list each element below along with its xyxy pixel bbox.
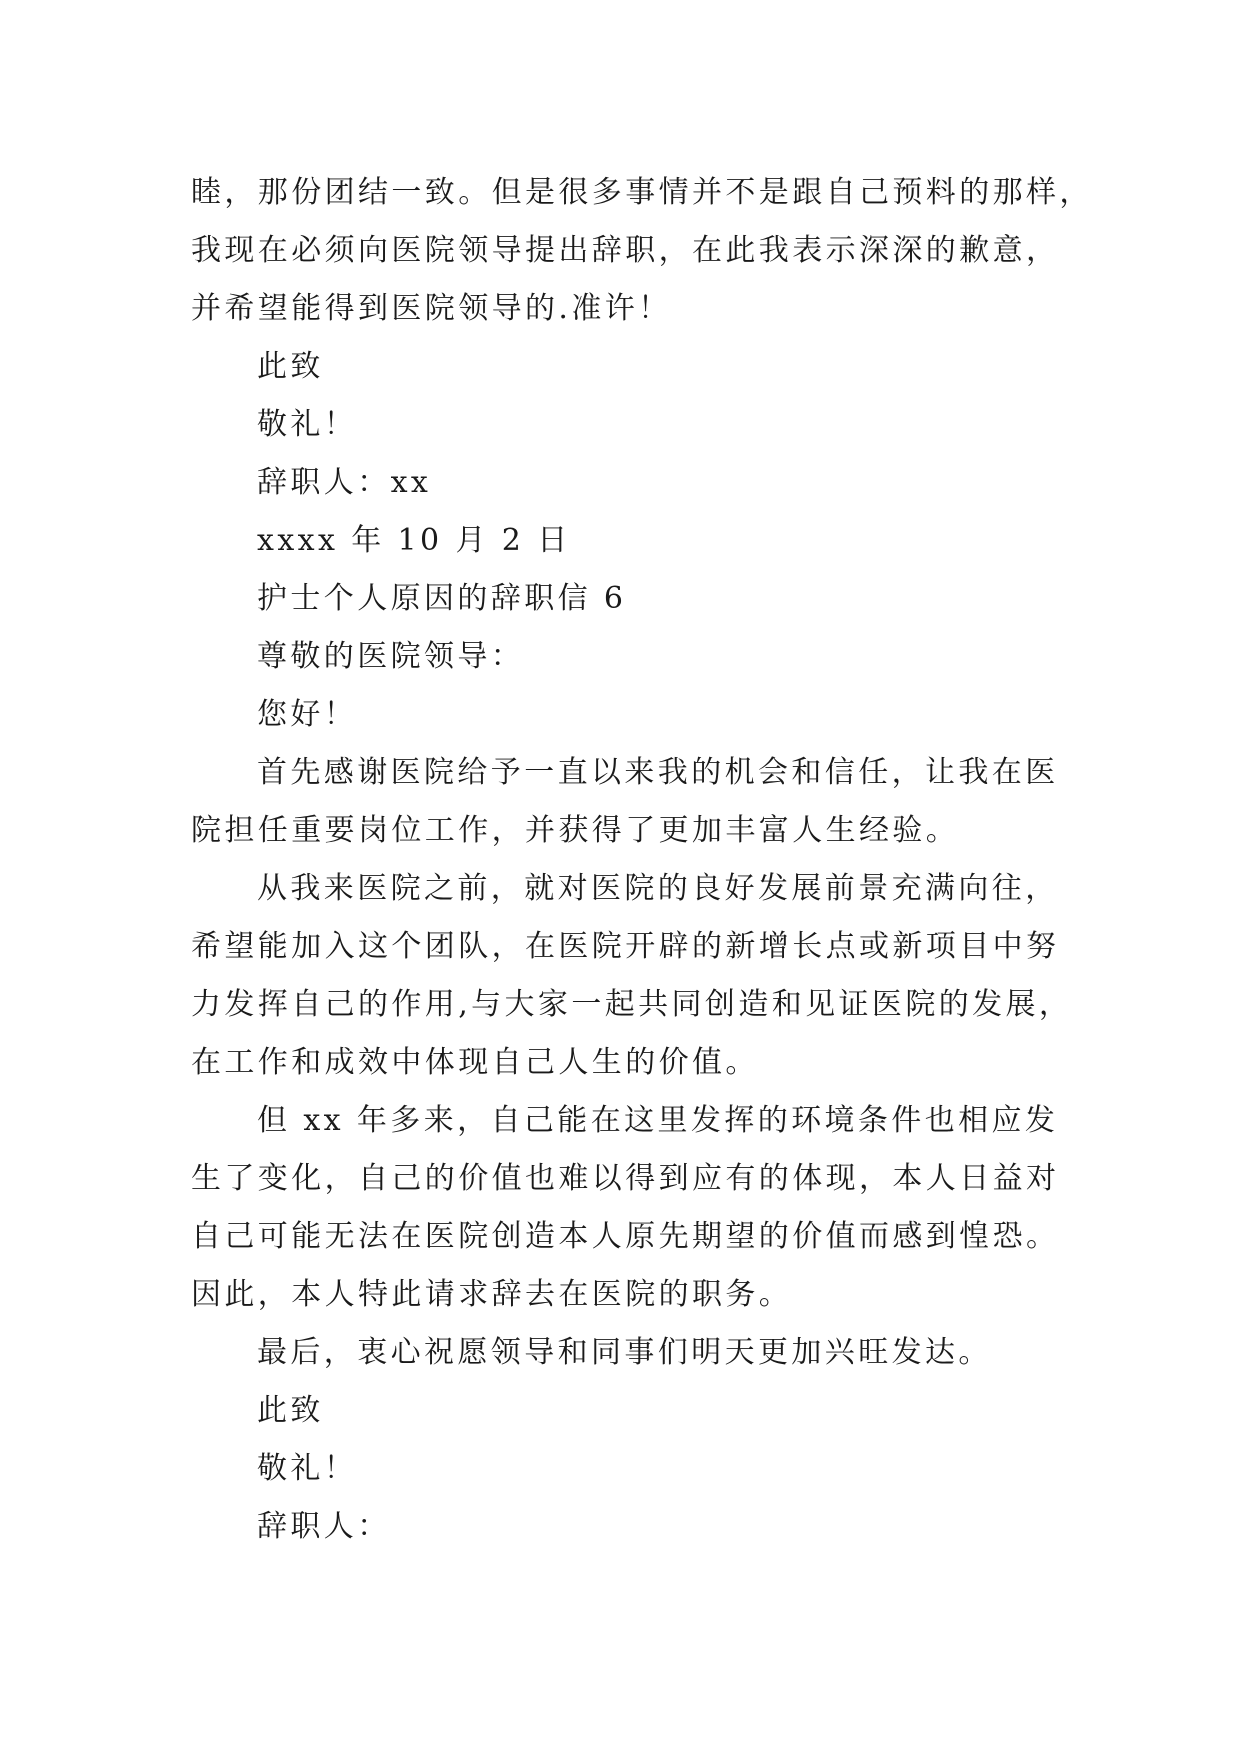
text-line: 院担任重要岗位工作，并获得了更加丰富人生经验。	[191, 813, 960, 848]
text-line: 辞职人：	[257, 1509, 391, 1544]
text-line: 但 xx 年多来，自己能在这里发挥的环境条件也相应发	[257, 1103, 1059, 1138]
text-line: 力发挥自己的作用,与大家一起共同创造和见证医院的发展，	[191, 987, 1073, 1022]
text-line: 最后，衷心祝愿领导和同事们明天更加兴旺发达。	[257, 1335, 992, 1370]
text-line: 在工作和成效中体现自己人生的价值。	[191, 1045, 759, 1080]
text-line: xxxx 年 10 月 2 日	[257, 523, 571, 558]
text-line: 因此，本人特此请求辞去在医院的职务。	[191, 1277, 793, 1312]
text-line: 护士个人原因的辞职信 6	[257, 581, 627, 616]
text-line: 首先感谢医院给予一直以来我的机会和信任，让我在医	[257, 755, 1059, 790]
text-line: 自己可能无法在医院创造本人原先期望的价值而感到惶恐。	[191, 1219, 1060, 1254]
text-line: 并希望能得到医院领导的.准许！	[191, 291, 672, 326]
text-line: 尊敬的医院领导：	[257, 639, 525, 674]
text-line: 我现在必须向医院领导提出辞职，在此我表示深深的歉意，	[191, 233, 1060, 268]
letter-body	[191, 164, 1093, 1556]
text-line: 此致	[257, 349, 324, 384]
text-line: 敬礼！	[257, 407, 358, 442]
text-line: 辞职人：xx	[257, 465, 432, 500]
text-line: 您好！	[257, 697, 358, 732]
text-line: 从我来医院之前，就对医院的良好发展前景充满向往，	[257, 871, 1059, 906]
text-line: 敬礼！	[257, 1451, 358, 1486]
text-line: 此致	[257, 1393, 324, 1428]
text-line: 生了变化，自己的价值也难以得到应有的体现，本人日益对	[191, 1161, 1060, 1196]
text-line: 希望能加入这个团队，在医院开辟的新增长点或新项目中努	[191, 929, 1060, 964]
text-line: 睦，那份团结一致。但是很多事情并不是跟自己预料的那样，	[191, 175, 1093, 210]
